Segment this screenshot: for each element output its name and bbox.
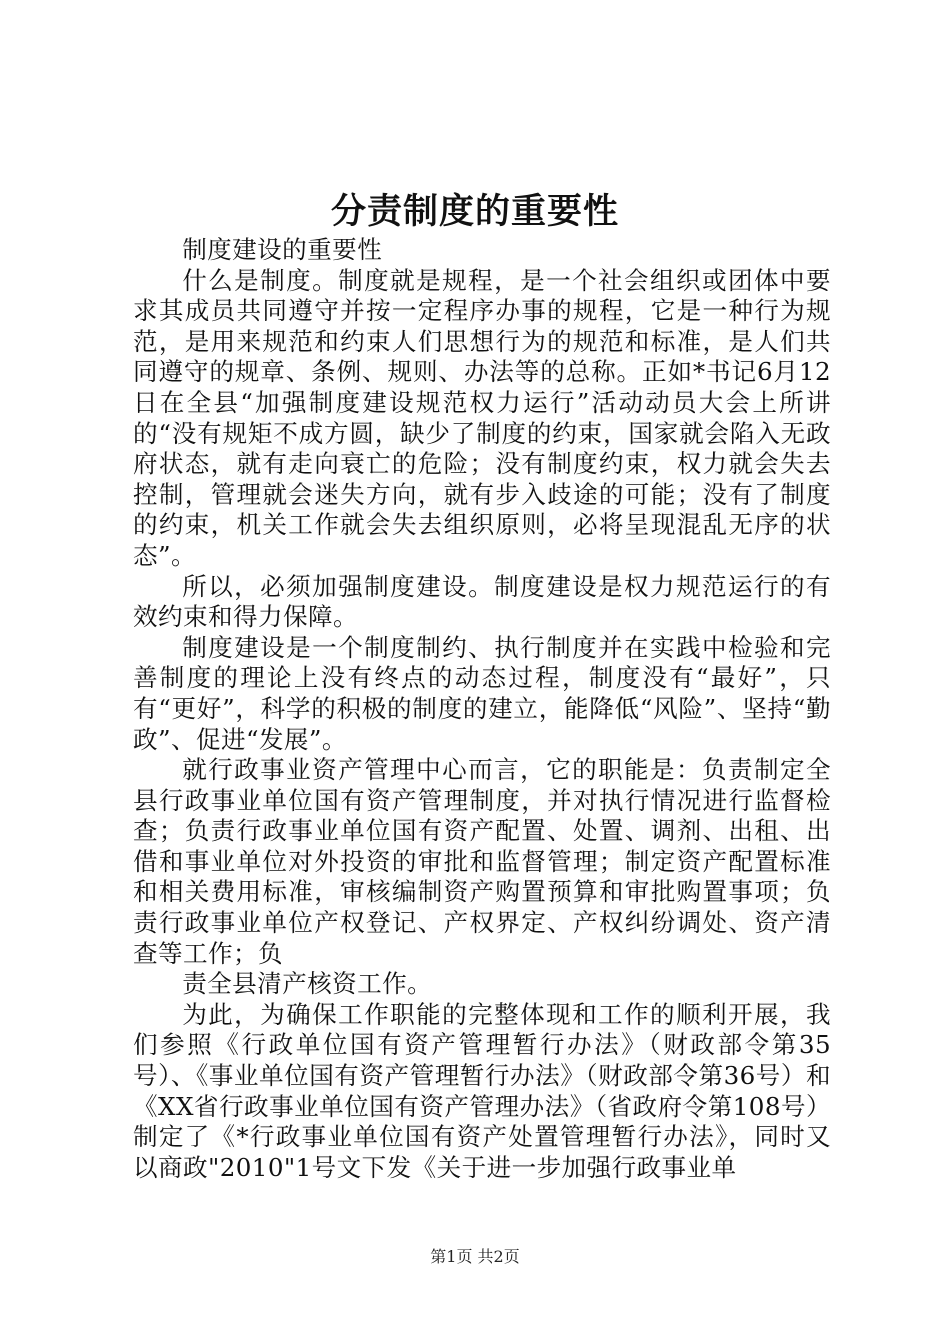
paragraph: 制度建设的重要性 xyxy=(182,235,383,264)
page-number-footer: 第1页 共2页 xyxy=(430,1247,520,1266)
paragraph: 什么是制度。制度就是规程，是一个社会组织或团体中要求其成员共同遵守并按一定程序办事的规程，它是一种行为规范，是用来规范和约束人们思想行为的规范和标准，是人们共同遵守的规章、条例、规则、办法等的总称。正如*书记6月12日在全县“加强制度建设规范权力运行”活动动员大会上所讲的“没有规矩不成方圆，缺少了制度的约束，国家就会陷入无政府状态，就有走向衰亡的危险；没有制度约束，权力就会失去控制，管理就会迷失方向，就有步入歧途的可能；没有了制度的约束，机关工作就会失去组织原则，必将呈现混乱无序的状态”。 xyxy=(133,265,831,570)
paragraph: 所以，必须加强制度建设。制度建设是权力规范运行的有效约束和得力保障。 xyxy=(133,571,831,632)
paragraph: 就行政事业资产管理中心而言，它的职能是：负责制定全县行政事业单位国有资产管理制度，并对执行情况进行监督检查；负责行政事业单位国有资产配置、处置、调剂、出租、出借和事业单位对外投资的审批和监督管理；制定资产配置标准和相关费用标准，审核编制资产购置预算和审批购置事项；负责行政事业单位产权登记、产权界定、产权纠纷调处、资产清查等工作；负 xyxy=(133,755,831,968)
paragraph: 制度建设是一个制度制约、执行制度并在实践中检验和完善制度的理论上没有终点的动态过程，制度没有“最好”，只有“更好”，科学的积极的制度的建立，能降低“风险”、坚持“勤政”、促进“发展”。 xyxy=(133,632,831,754)
paragraph: 责全县清产核资工作。 xyxy=(182,969,433,999)
document-body xyxy=(133,235,831,1183)
paragraph: 为此，为确保工作职能的完整体现和工作的顺利开展，我们参照《行政单位国有资产管理暂行办法》（财政部令第35号）、《事业单位国有资产管理暂行办法》（财政部令第36号）和《XX省行政事业单位国有资产管理办法》（省政府令第108号）制定了《*行政事业单位国有资产处置管理暂行办法》，同时又以商政"2010"1号文下发《关于进一步加强行政事业单 xyxy=(133,999,831,1182)
document-title: 分责制度的重要性 xyxy=(330,191,619,232)
